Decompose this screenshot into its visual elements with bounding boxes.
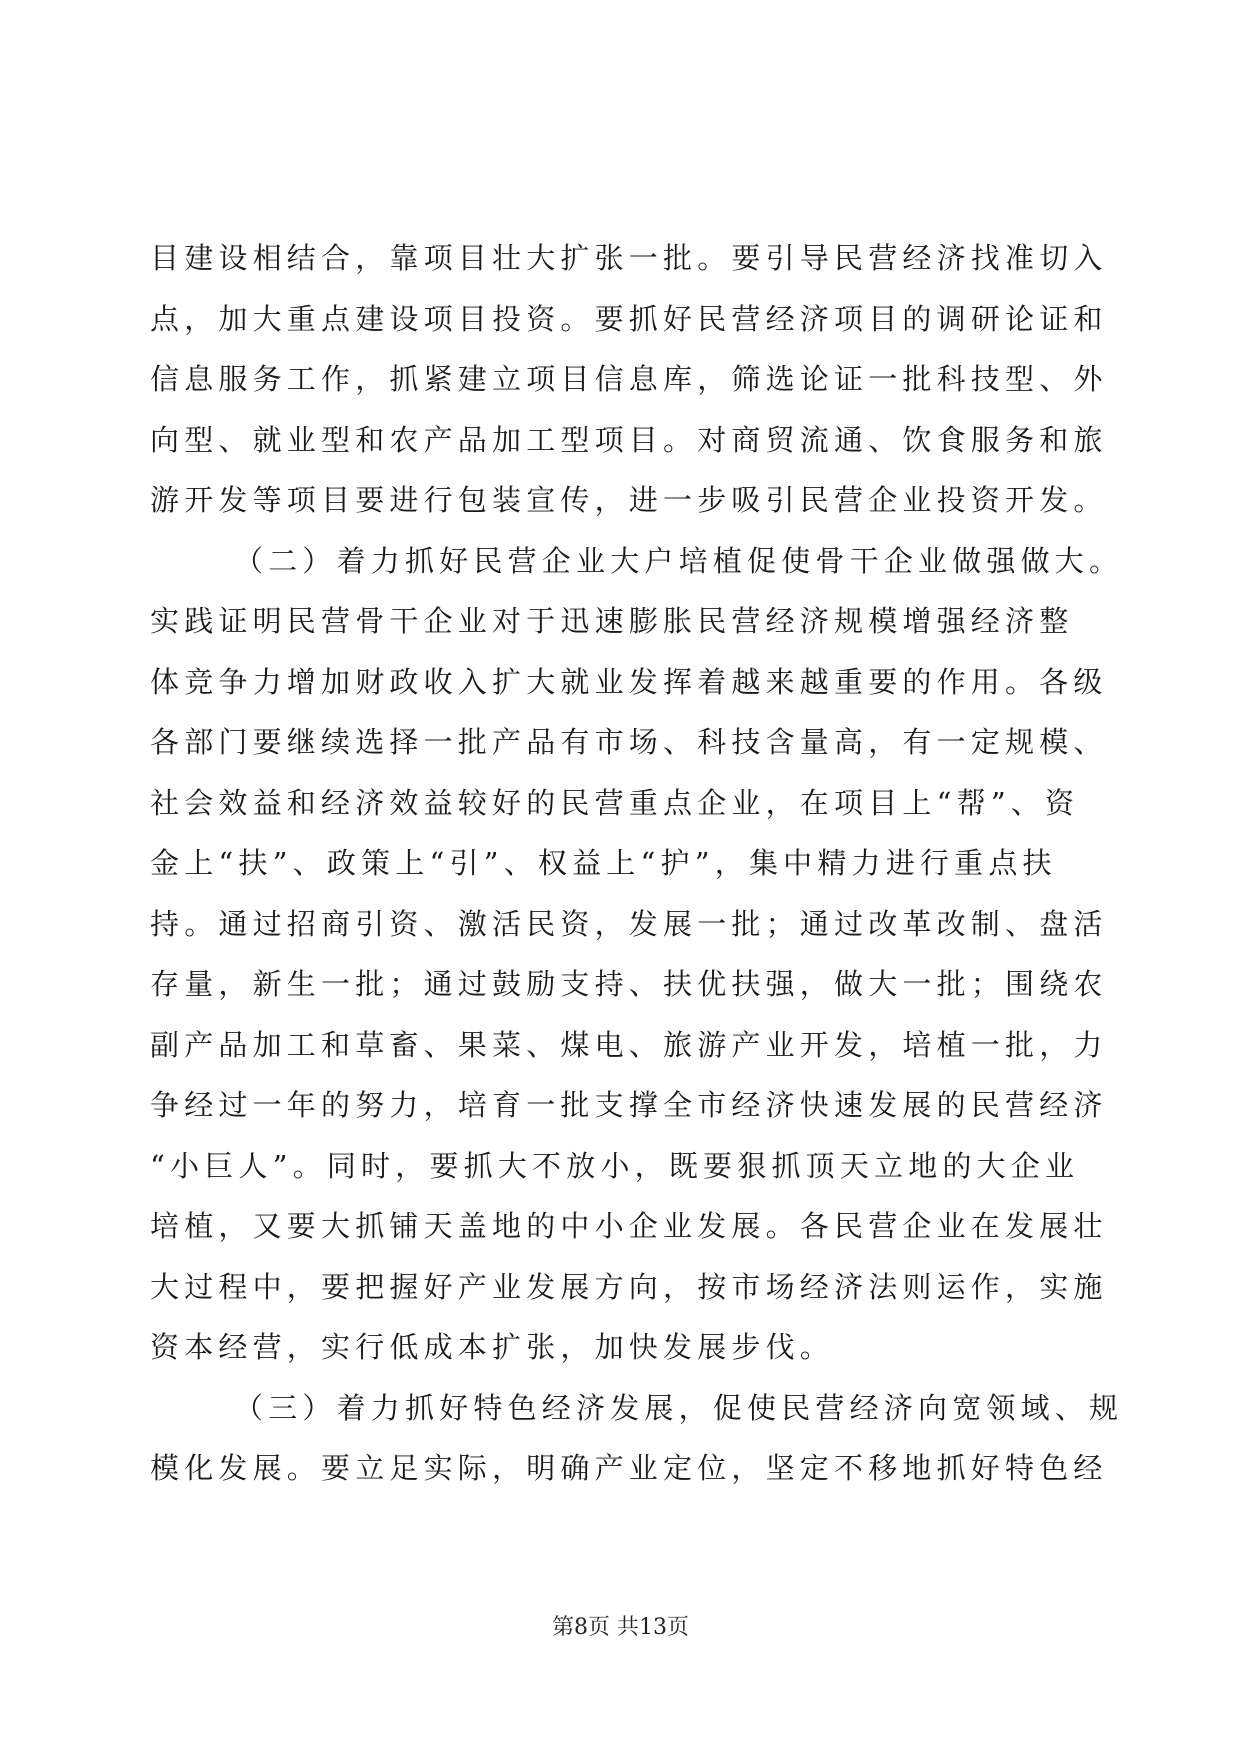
text-line: 资本经营，实行低成本扩张，加快发展步伐。 bbox=[150, 1330, 835, 1364]
text-line: 目建设相结合，靠项目壮大扩张一批。要引导民营经济找准切入 bbox=[150, 241, 1108, 275]
text-line: 游开发等项目要进行包装宣传，进一步吸引民营企业投资开发。 bbox=[150, 483, 1108, 517]
text-line: 向型、就业型和农产品加工型项目。对商贸流通、饮食服务和旅 bbox=[150, 422, 1108, 457]
text-line: 培植，又要大抓铺天盖地的中小企业发展。各民营企业在发展壮 bbox=[150, 1209, 1108, 1243]
text-line: 点，加大重点建设项目投资。要抓好民营经济项目的调研论证和 bbox=[150, 301, 1108, 336]
text-line: 信息服务工作，抓紧建立项目信息库，筛选论证一批科技型、外 bbox=[150, 362, 1108, 396]
text-line: 各部门要继续选择一批产品有市场、科技含量高，有一定规模、 bbox=[150, 725, 1108, 759]
text-line: 争经过一年的努力，培育一批支撑全市经济快速发展的民营经济 bbox=[150, 1088, 1108, 1122]
body-text bbox=[150, 228, 1124, 1499]
text-line: 副产品加工和草畜、果菜、煤电、旅游产业开发，培植一批，力 bbox=[150, 1027, 1108, 1062]
text-line: 社会效益和经济效益较好的民营重点企业，在项目上“帮”、资 bbox=[150, 785, 1080, 820]
text-line: 模化发展。要立足实际，明确产业定位，坚定不移地抓好特色经 bbox=[150, 1451, 1108, 1485]
section-heading-line: （三）着力抓好特色经济发展，促使民营经济向宽领域、规 bbox=[234, 1390, 1124, 1425]
text-line: 金上“扶”、政策上“引”、权益上“护”，集中精力进行重点扶 bbox=[150, 846, 1057, 880]
page-number-footer: 第8页 共13页 bbox=[552, 1615, 689, 1640]
text-line: 大过程中，要把握好产业发展方向，按市场经济法则运作，实施 bbox=[150, 1269, 1108, 1304]
text-line: 实践证明民营骨干企业对于迅速膨胀民营经济规模增强经济整 bbox=[150, 604, 1074, 638]
text-line: 体竞争力增加财政收入扩大就业发挥着越来越重要的作用。各级 bbox=[150, 664, 1108, 699]
text-line: “小巨人”。同时，要抓大不放小，既要狠抓顶天立地的大企业 bbox=[150, 1148, 1080, 1183]
text-line: 存量，新生一批；通过鼓励支持、扶优扶强，做大一批；围绕农 bbox=[150, 967, 1108, 1001]
section-heading-line: （二）着力抓好民营企业大户培植促使骨干企业做强做大。 bbox=[234, 543, 1124, 578]
text-line: 持。通过招商引资、激活民资，发展一批；通过改革改制、盘活 bbox=[150, 906, 1108, 941]
